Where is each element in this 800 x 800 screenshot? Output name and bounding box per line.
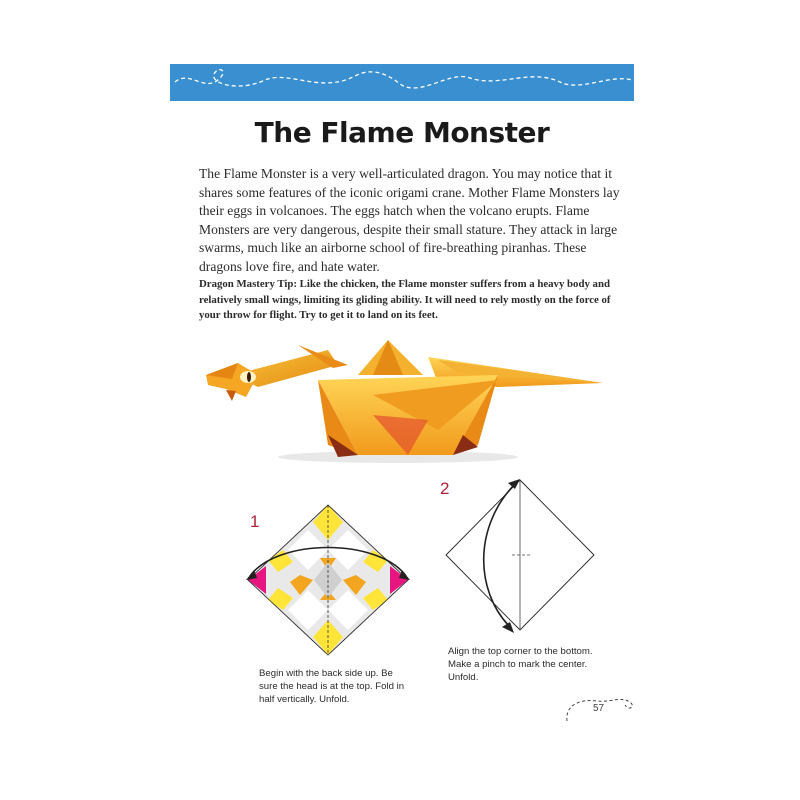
flame-monster-dragon-photo [198, 335, 608, 465]
decorative-banner [170, 64, 634, 101]
step-1-caption: Begin with the back side up. Be sure the head is at the top. Fold in half vertically. Unfold. [259, 668, 405, 705]
step-2-diagram [442, 475, 602, 640]
step-2-caption: Align the top corner to the bottom. Make a pinch to mark the center. Unfold. [448, 646, 593, 683]
page-number: 57 [593, 703, 605, 714]
dashed-swirl-decoration [170, 64, 634, 101]
step-1-diagram [238, 500, 418, 660]
page-number-badge [563, 693, 635, 723]
mastery-tip: Dragon Mastery Tip: Like the chicken, the Flame monster suffers from a heavy body and relatively small wings, limiting its gliding ability. It will need to rely mostly on the force of your throw for flight. Try to get it to land on its feet. [199, 278, 611, 321]
step-number-2: 2 [440, 479, 450, 498]
page-title: The Flame Monster [254, 116, 550, 149]
step-number-1: 1 [250, 512, 260, 531]
intro-paragraph: The Flame Monster is a very well-articulated dragon. You may notice that it shares some features of the iconic origami crane. Mother Flame Monsters lay their eggs in volcanoes. The eggs hatch when the volcano erupts. Flame Monsters are very dangerous, despite their small stature. They attack in large swarms, much like an airborne school of fire-breathing piranhas. These dragons love fire, and hate water. [199, 166, 620, 274]
